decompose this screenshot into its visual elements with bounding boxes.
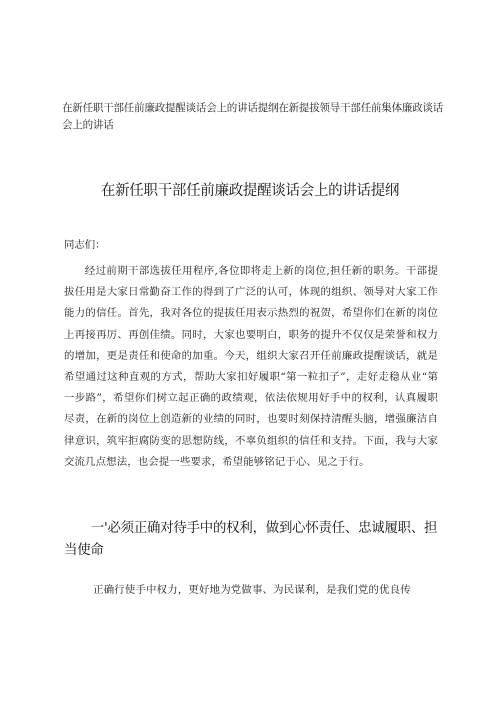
paragraph-2: 正确行使手中权力，更好地为党做事、为民谋利，是我们党的优良传: [93, 584, 411, 596]
section-heading-1: 一'必须正确对待手中的权利，做到心怀责任、忠诚履职、担当使命: [64, 521, 438, 558]
document-title: 在新任职干部任前廉政提醒谈话会上的讲话提纲: [100, 183, 400, 199]
paragraph-1: 经过前期干部选拔任用程序,各位即将走上新的岗位,担任新的职务。干部提拔任用是大家日常勤奋工作的得到了广泛的认可，体现的组织、领导对大家工作能力的信任。首先，我对各位的提拔任用表示热烈的祝贺，希望你们在新的岗位上再接再厉、再创佳绩。同时，大家也要明白，职务的提升不仅仅是荣誉和权力的增加，更是责任和使命的加重。今天，组织大家召开任前廉政提醒谈话，就是希望通过这种直观的方式，帮助大家扣好履职“第一粒扣子”，走好走稳从业“第一步路”，希望你们树立起正确的政绩观，依法依规用好手中的权利，认真履职尽责，在新的岗位上创造新的业绩的同时，也要时刻保持清醒头脑，增强廉洁自律意识，筑牢拒腐防变的思想防线，不辜负组织的信任和支持。下面，我与大家交流几点想法，也会提一些要求，希望能够铭记于心、见之于行。: [64, 265, 438, 468]
document-header: 在新任职干部任前廉政提醒谈话会上的讲话提纲在新提拔领导干部任前集体廉政谈话会上的讲话: [62, 102, 444, 131]
salutation: 同志们：: [64, 239, 106, 251]
